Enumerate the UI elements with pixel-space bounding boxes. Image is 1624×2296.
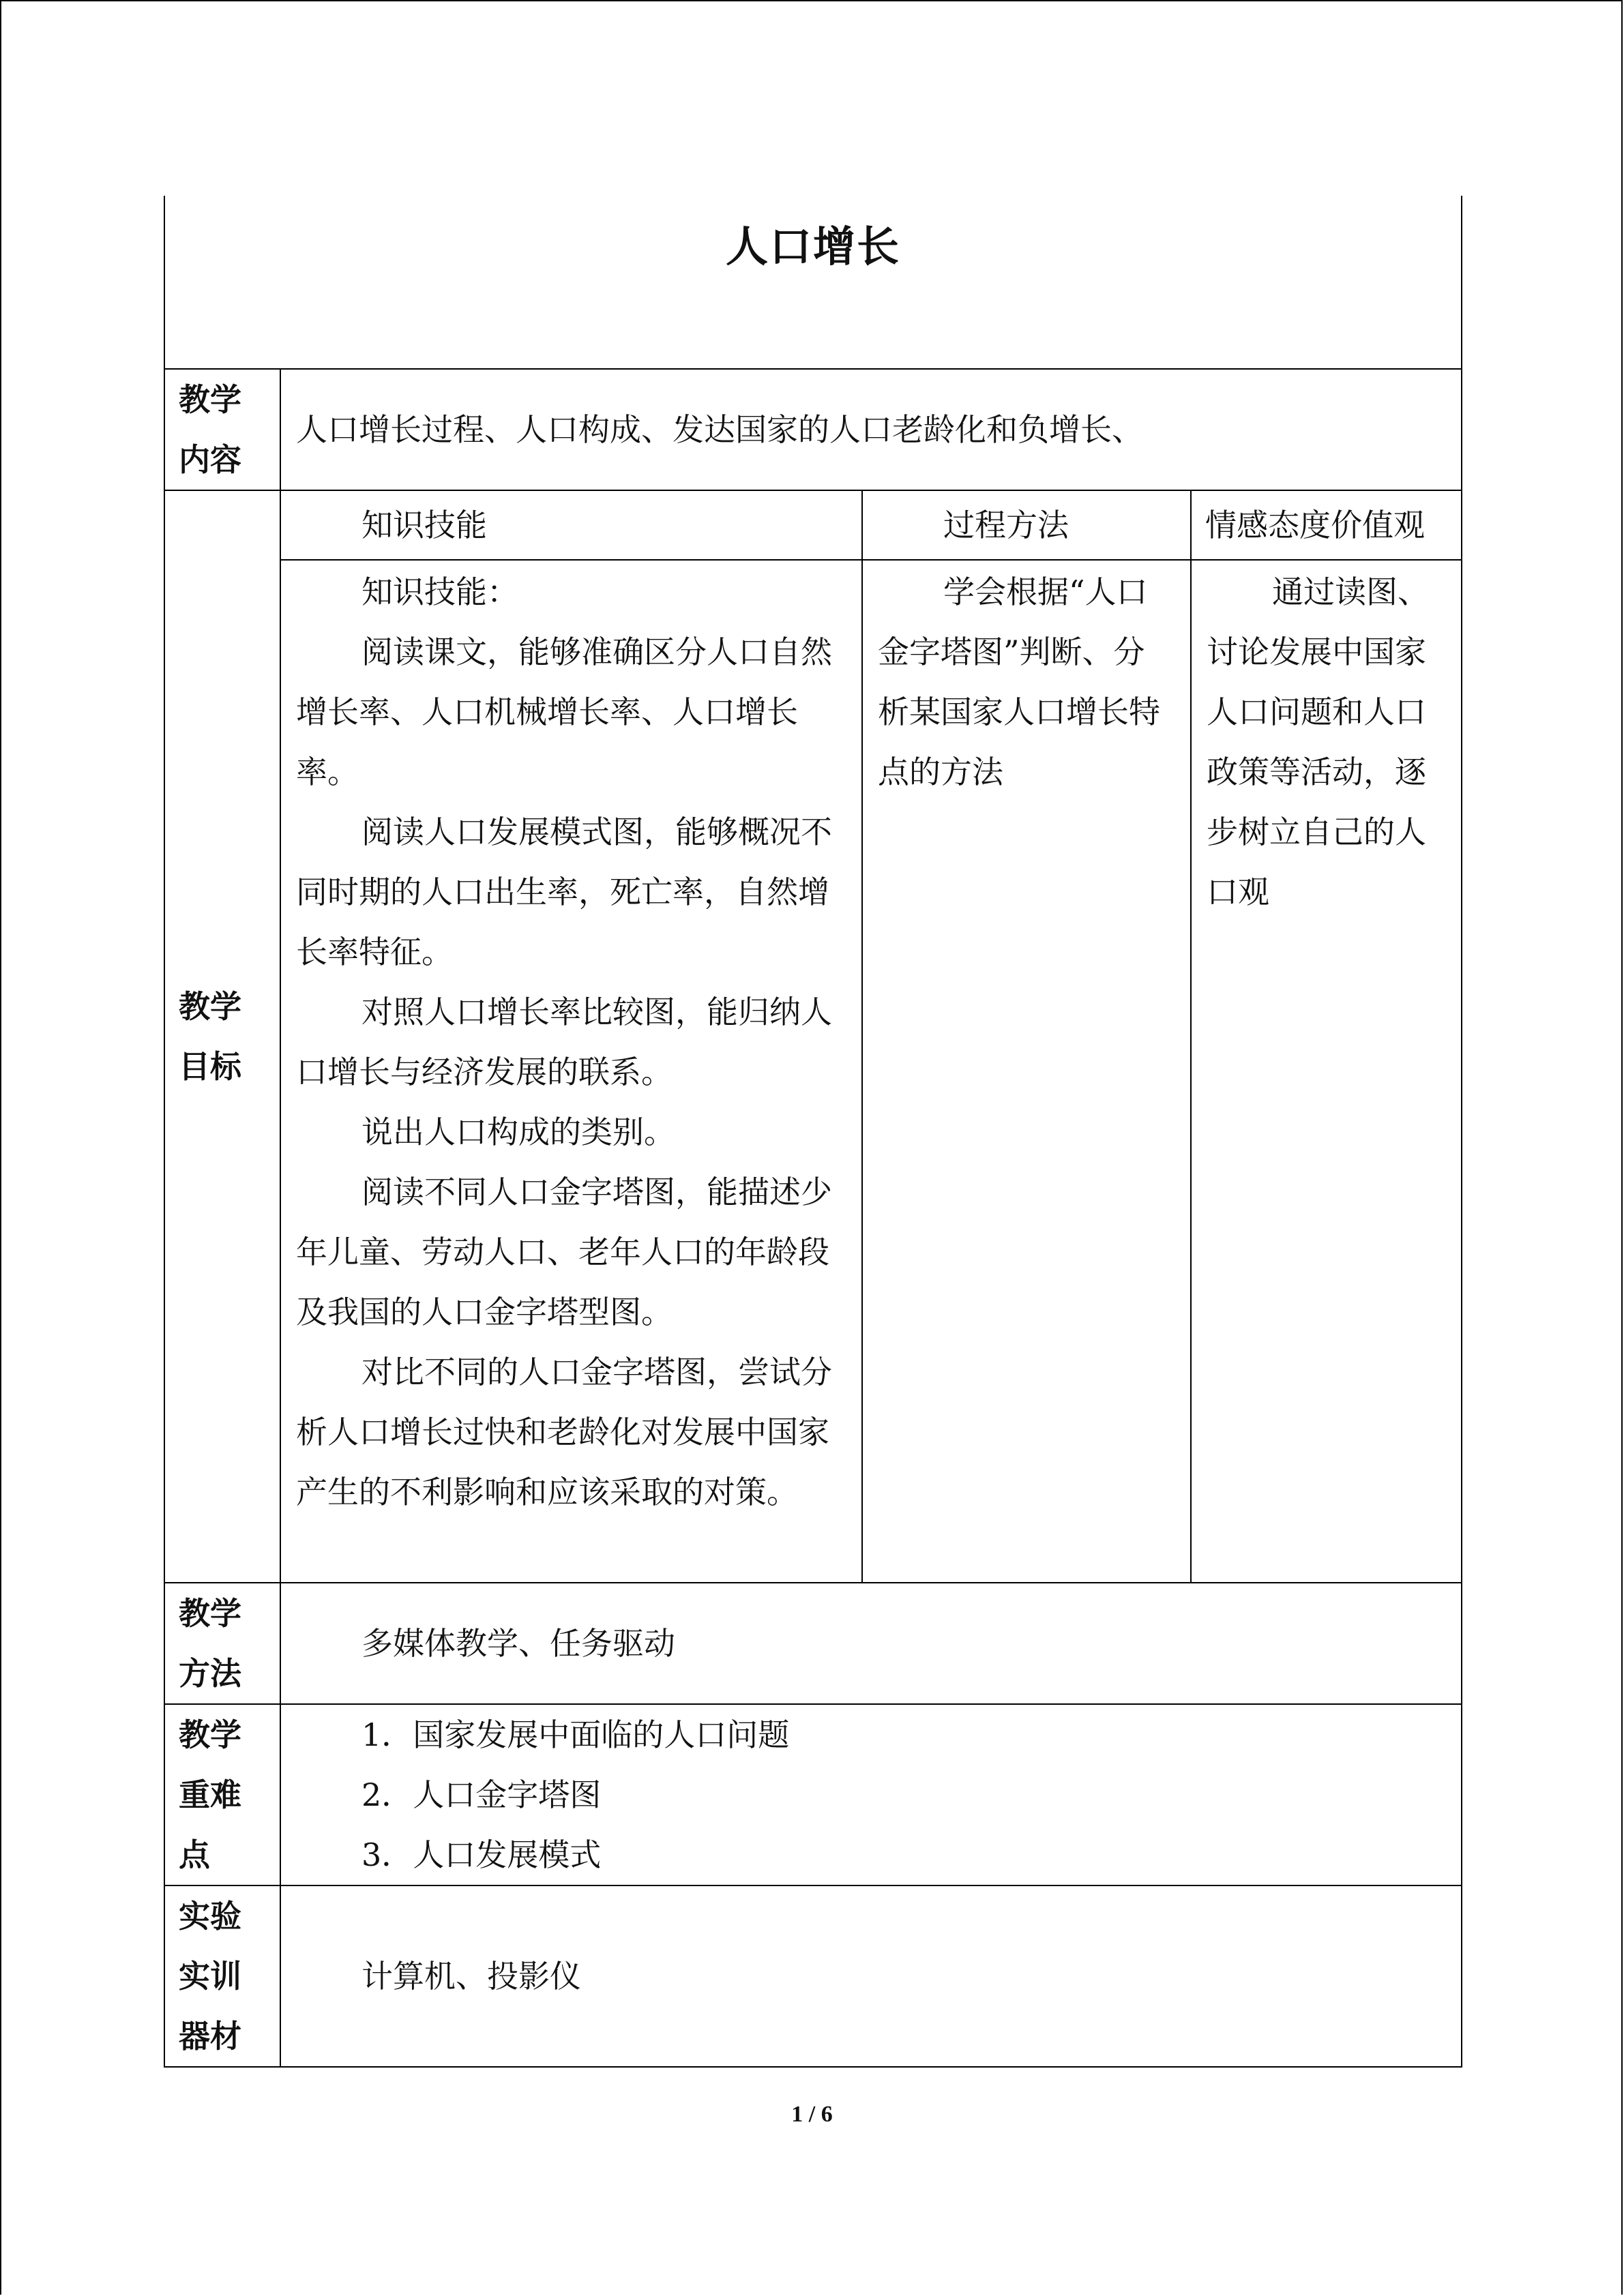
equipment-text: 计算机、投影仪 bbox=[280, 1885, 1462, 2067]
knowledge-paragraph: 说出人口构成的类别。 bbox=[361, 1114, 675, 1150]
content-row bbox=[164, 369, 1462, 490]
equipment-row bbox=[164, 1885, 1462, 2067]
goals-body-row bbox=[164, 560, 1462, 1583]
list-item: 2．人口金字塔图 bbox=[361, 1776, 602, 1813]
list-item: 3．人口发展模式 bbox=[361, 1836, 602, 1873]
title-row bbox=[164, 196, 1462, 369]
knowledge-paragraph: 对照人口增长率比较图，能归纳人口增长与经济发展的联系。 bbox=[296, 994, 832, 1090]
knowledge-paragraph: 阅读人口发展模式图，能够概况不同时期的人口出生率，死亡率，自然增长率特征。 bbox=[296, 814, 832, 970]
page-title: 人口增长 bbox=[726, 222, 901, 271]
methods-label: 教学 方法 bbox=[164, 1583, 280, 1704]
list-item: 1．国家发展中面临的人口问题 bbox=[361, 1716, 790, 1753]
goals-header-process: 过程方法 bbox=[862, 490, 1191, 560]
equipment-label: 实验 实训 器材 bbox=[164, 1885, 280, 2067]
keypoints-label: 教学 重难 点 bbox=[164, 1704, 280, 1885]
goals-header-row bbox=[164, 490, 1462, 560]
title-cell bbox=[164, 196, 1462, 369]
methods-row bbox=[164, 1583, 1462, 1704]
goals-knowledge-cell bbox=[280, 560, 862, 1583]
knowledge-paragraph: 阅读课文，能够准确区分人口自然增长率、人口机械增长率、人口增长率。 bbox=[296, 633, 832, 790]
knowledge-paragraph: 知识技能： bbox=[361, 573, 518, 610]
keypoints-list bbox=[280, 1704, 1462, 1885]
knowledge-paragraph: 阅读不同人口金字塔图，能描述少年儿童、劳动人口、老年人口的年龄段及我国的人口金字塔型图。 bbox=[296, 1174, 832, 1330]
process-paragraph: 学会根据“人口金字塔图”判断、分析某国家人口增长特点的方法 bbox=[878, 573, 1160, 790]
methods-text: 多媒体教学、任务驱动 bbox=[280, 1583, 1462, 1704]
goals-attitude-cell bbox=[1191, 560, 1462, 1583]
knowledge-paragraph: 对比不同的人口金字塔图，尝试分析人口增长过快和老龄化对发展中国家产生的不利影响和应该采取的对策。 bbox=[296, 1354, 832, 1510]
goals-header-knowledge: 知识技能 bbox=[280, 490, 862, 560]
lesson-plan-document bbox=[164, 196, 1461, 2068]
content-label: 教学 内容 bbox=[164, 369, 280, 490]
keypoints-row bbox=[164, 1704, 1462, 1885]
goals-header-attitude: 情感态度价值观 bbox=[1191, 490, 1462, 560]
attitude-paragraph: 通过读图、讨论发展中国家人口问题和人口政策等活动，逐步树立自己的人口观 bbox=[1207, 573, 1429, 910]
lesson-plan-table bbox=[164, 196, 1462, 2068]
content-text: 人口增长过程、人口构成、发达国家的人口老龄化和负增长、 bbox=[280, 369, 1462, 490]
goals-label: 教学 目标 bbox=[164, 490, 280, 1583]
page-number: 1 / 6 bbox=[791, 2102, 833, 2127]
goals-process-cell bbox=[862, 560, 1191, 1583]
